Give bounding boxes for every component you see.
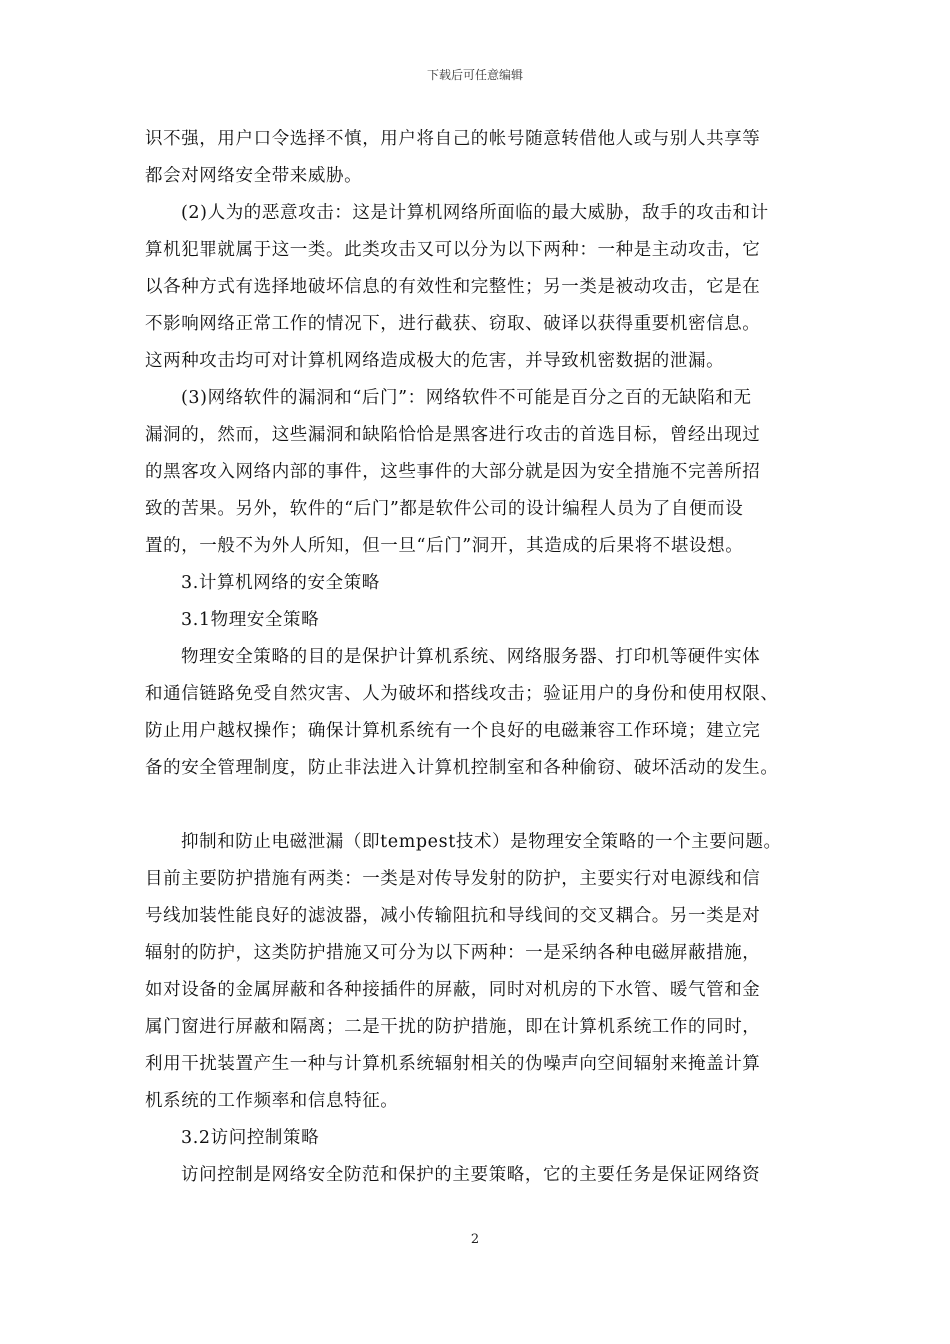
- body-line: 机系统的工作频率和信息特征。: [145, 1091, 399, 1111]
- body-line: 目前主要防护措施有两类：一类是对传导发射的防护，主要实行对电源线和信: [145, 869, 761, 889]
- body-line: 如对设备的金属屏蔽和各种接插件的屏蔽，同时对机房的下水管、暖气管和金: [145, 980, 761, 1000]
- body-line: 备的安全管理制度，防止非法进入计算机控制室和各种偷窃、破坏活动的发生。: [145, 758, 779, 778]
- page-header: 下载后可任意编辑: [426, 68, 523, 82]
- body-line: 致的苦果。另外，软件的“后门”都是软件公司的设计编程人员为了自便而设: [145, 499, 744, 519]
- paragraph-gap: [145, 787, 825, 824]
- document-body: [145, 121, 825, 1194]
- body-line: 不影响网络正常工作的情况下，进行截获、窃取、破译以获得重要机密信息。: [145, 314, 761, 334]
- body-line: 号线加装性能良好的滤波器，减小传输阻抗和导线间的交叉耦合。另一类是对: [145, 906, 761, 926]
- body-line: 利用干扰装置产生一种与计算机系统辐射相关的伪噪声向空间辐射来掩盖计算: [145, 1054, 761, 1074]
- body-line: 抑制和防止电磁泄漏（即tempest技术）是物理安全策略的一个主要问题。: [181, 832, 782, 852]
- body-line: 防止用户越权操作；确保计算机系统有一个良好的电磁兼容工作环境；建立完: [145, 721, 761, 741]
- body-line: 都会对网络安全带来威胁。: [145, 166, 363, 186]
- body-line: 置的，一般不为外人所知，但一旦“后门”洞开，其造成的后果将不堪设想。: [145, 536, 744, 556]
- subsection-heading: 3.2访问控制策略: [181, 1128, 320, 1148]
- subsection-heading: 3.1物理安全策略: [181, 610, 320, 630]
- page-number: 2: [470, 1232, 480, 1247]
- body-line: 这两种攻击均可对计算机网络造成极大的危害，并导致机密数据的泄漏。: [145, 351, 725, 371]
- body-line: 物理安全策略的目的是保护计算机系统、网络服务器、打印机等硬件实体: [181, 647, 761, 667]
- body-line: 辐射的防护，这类防护措施又可分为以下两种：一是采纳各种电磁屏蔽措施，: [145, 943, 761, 963]
- body-line: 的黑客攻入网络内部的事件，这些事件的大部分就是因为安全措施不完善所招: [145, 462, 761, 482]
- body-line: 识不强，用户口令选择不慎，用户将自己的帐号随意转借他人或与别人共享等: [145, 129, 761, 149]
- body-line: 和通信链路免受自然灾害、人为破坏和搭线攻击；验证用户的身份和使用权限、: [145, 684, 779, 704]
- body-line: 以各种方式有选择地破坏信息的有效性和完整性；另一类是被动攻击，它是在: [145, 277, 761, 297]
- body-line: (2)人为的恶意攻击：这是计算机网络所面临的最大威胁，敌手的攻击和计: [181, 203, 769, 223]
- body-line: 漏洞的，然而，这些漏洞和缺陷恰恰是黑客进行攻击的首选目标，曾经出现过: [145, 425, 761, 445]
- body-line: (3)网络软件的漏洞和“后门”：网络软件不可能是百分之百的无缺陷和无: [181, 388, 752, 408]
- section-heading: 3.计算机网络的安全策略: [181, 573, 380, 593]
- body-line: 算机犯罪就属于这一类。此类攻击又可以分为以下两种：一种是主动攻击，它: [145, 240, 761, 260]
- body-line: 访问控制是网络安全防范和保护的主要策略，它的主要任务是保证网络资: [181, 1165, 761, 1185]
- body-line: 属门窗进行屏蔽和隔离；二是干扰的防护措施，即在计算机系统工作的同时，: [145, 1017, 761, 1037]
